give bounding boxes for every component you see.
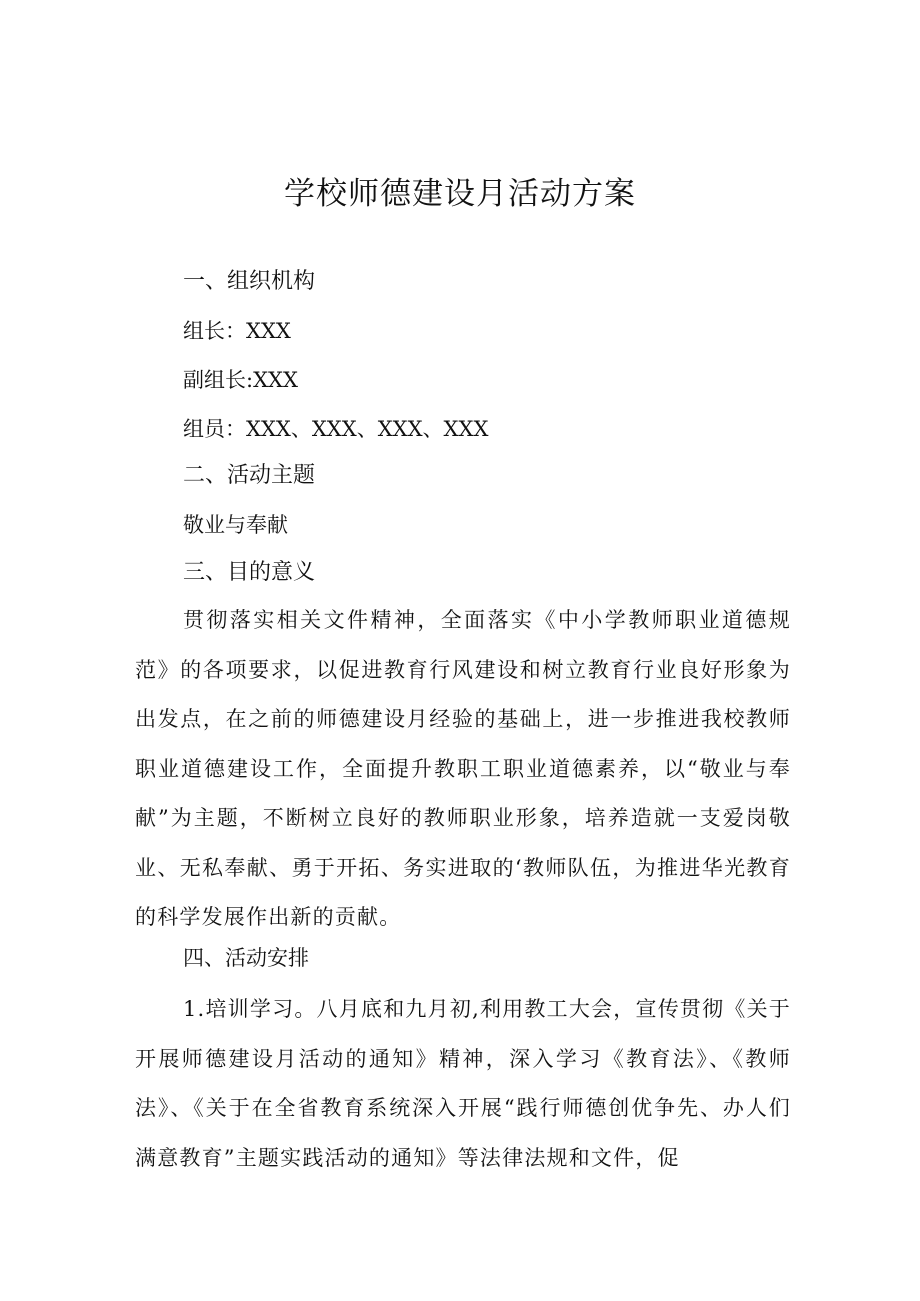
leader-line: 组长：XXX (183, 319, 291, 343)
section-heading-arrangement: 四、活动安排 (183, 946, 309, 970)
theme-line: 敬业与奉献 (183, 513, 288, 537)
members-line: 组员：XXX、XXX、XXX、XXX (183, 417, 489, 441)
arrangement-item-1: 1.培训学习。八月底和九月初,利用教工大会，宣传贯彻《关于开展师德建设月活动的通知》精神，深入学习《教育法》、《教师法》、《关于在全省教育系统深入开展“践行师德创优争先、办人们满意教育”主题实践活动的通知》等法律法规和文件，促 (135, 997, 791, 1170)
deputy-leader-line: 副组长:XXX (183, 368, 298, 392)
purpose-paragraph: 贯彻落实相关文件精神，全面落实《中小学教师职业道德规范》的各项要求，以促进教育行风建设和树立教育行业良好形象为出发点，在之前的师德建设月经验的基础上，进一步推进我校教师职业道德建设工作，全面提升教职工职业道德素养，以“敬业与奉献”为主题，不断树立良好的教师职业形象，培养造就一支爱岗敬业、无私奉献、勇于开拓、务实进取的‘教师队伍，为推进华光教育的科学发展作出新的贡献。 (135, 608, 791, 929)
section-heading-organization: 一、组织机构 (183, 269, 316, 294)
document-title: 学校师德建设月活动方案 (284, 176, 636, 212)
section-heading-theme: 二、活动主题 (183, 463, 316, 488)
section-heading-purpose: 三、目的意义 (183, 560, 316, 585)
